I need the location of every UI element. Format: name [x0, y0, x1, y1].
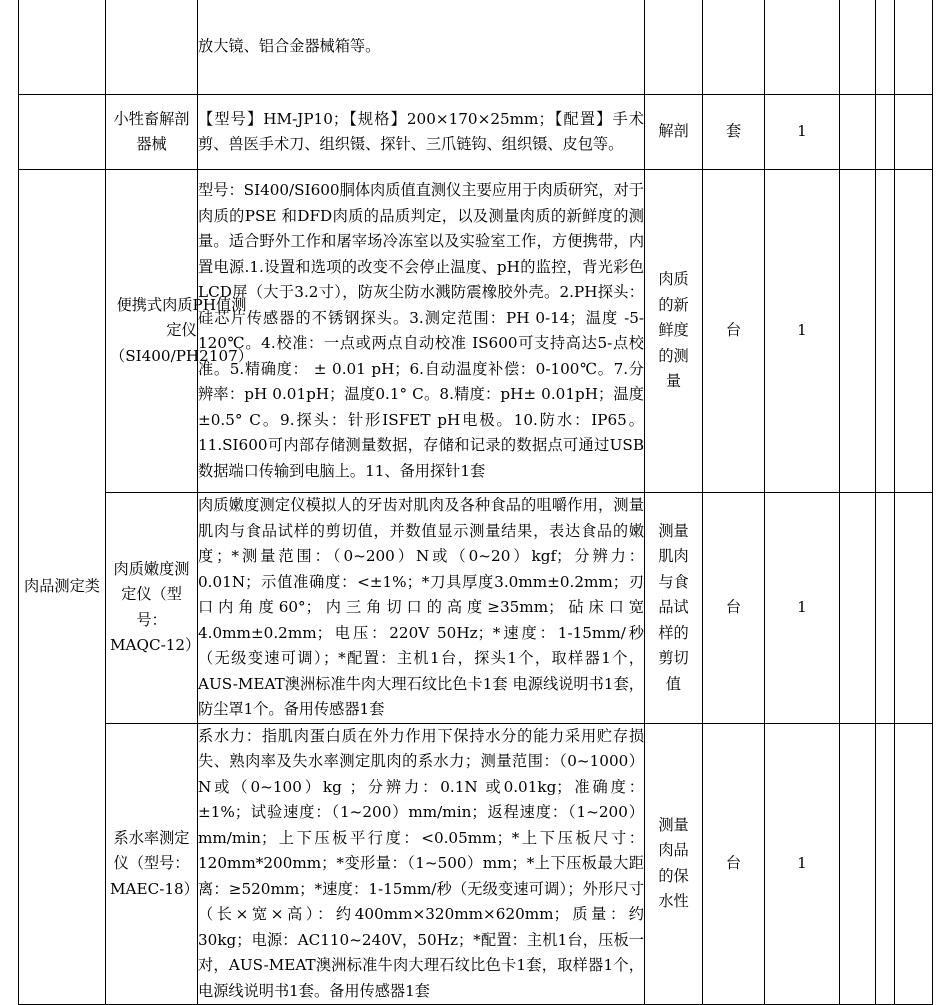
empty-cell — [840, 95, 876, 170]
empty-cell — [895, 0, 933, 95]
spec-cell: 系水力：指肌肉蛋白质在外力作用下保持水分的能力采用贮存损失、熟肉率及失水率测定肌肉的系水力；测量范围：（0~1000）N或（0~100）kg ；分辨力：0.1N 或0.01kg；准确度：±1%；试验速度：（1~200）mm/min；返程速度：（1~200）mm/min；上下压板平行度：<0.05mm；*上下压板尺寸：120mm*200mm；*变形量：（1~500）mm；*上下压板最大距离：≥520mm；*速度：1-15mm/秒（无级变速可调）；外形尺寸（长×宽×高）：约400mm×320mm×620mm；质量：约30kg；电源：AC110~240V，50Hz；*配置：主机1台，压板一对，AUS-MEAT澳洲标准牛肉大理石纹比色卡1套，取样器1个，电源线说明书1套。备用传感器1套 — [198, 723, 645, 1005]
empty-cell — [840, 170, 876, 493]
quantity-cell: 1 — [765, 493, 840, 724]
quantity-cell: 1 — [765, 95, 840, 170]
table-row — [19, 95, 933, 170]
unit-cell: 台 — [703, 493, 765, 724]
table-row — [19, 493, 933, 724]
empty-cell — [840, 493, 876, 724]
equipment-table — [18, 0, 933, 1005]
empty-cell — [840, 723, 876, 1005]
empty-cell — [895, 95, 933, 170]
empty-cell — [895, 170, 933, 493]
empty-cell — [876, 723, 895, 1005]
empty-cell — [876, 95, 895, 170]
unit-cell: 台 — [703, 170, 765, 493]
spec-cell: 【型号】HM-JP10；【规格】200×170×25mm；【配置】手术剪、兽医手术刀、组织镊、探针、三爪链钩、组织镊、皮包等。 — [198, 95, 645, 170]
item-name-cell: 便携式肉质PH值测定仪（SI400/PH2107） — [106, 170, 198, 493]
usage-cell: 肉质的新鲜度的测量 — [645, 170, 703, 493]
item-name-cell: 小牲畜解剖器械 — [106, 95, 198, 170]
empty-cell — [895, 493, 933, 724]
category-cell — [19, 95, 106, 170]
table-row — [19, 723, 933, 1005]
item-name-cell: 系水率测定仪（型号：MAEC-18） — [106, 723, 198, 1005]
quantity-cell: 1 — [765, 170, 840, 493]
unit-cell — [703, 0, 765, 95]
usage-cell — [645, 0, 703, 95]
empty-cell — [876, 493, 895, 724]
empty-cell — [895, 723, 933, 1005]
usage-cell: 解剖 — [645, 95, 703, 170]
category-cell: 肉品测定类 — [19, 170, 106, 1005]
unit-cell: 套 — [703, 95, 765, 170]
usage-cell: 测量肉品的保水性 — [645, 723, 703, 1005]
item-name-cell — [106, 0, 198, 95]
unit-cell: 台 — [703, 723, 765, 1005]
empty-cell — [876, 170, 895, 493]
empty-cell — [876, 0, 895, 95]
spec-cell: 肉质嫩度测定仪模拟人的牙齿对肌肉及各种食品的咀嚼作用，测量肌肉与食品试样的剪切值，并数值显示测量结果，表达食品的嫩度；*测量范围：（0~200）N或（0~20）kgf；分辨力：0.01N；示值准确度：<±1%；*刀具厚度3.0mm±0.2mm；刃口内角度60°；内三角切口的高度≥35mm；砧床口宽4.0mm±0.2mm；电压：220V 50Hz；*速度：1-15mm/秒（无级变速可调）；*配置：主机1台，探头1个，取样器1个，AUS-MEAT澳洲标准牛肉大理石纹比色卡1套 电源线说明书1套，防尘罩1个。备用传感器1套 — [198, 493, 645, 724]
spec-cell: 放大镜、铝合金器械箱等。 — [198, 0, 645, 95]
empty-cell — [840, 0, 876, 95]
table-row — [19, 0, 933, 95]
item-name-cell: 肉质嫩度测定仪（型号：MAQC-12） — [106, 493, 198, 724]
table-row — [19, 170, 933, 493]
spec-cell: 型号：SI400/SI600胴体肉质值直测仪主要应用于肉质研究，对于肉质的PSE 和DFD肉质的品质判定，以及测量肉质的新鲜度的测量。适合野外工作和屠宰场冷冻室以及实验室工作，方便携带，内置电源.1.设置和选项的改变不会停止温度、pH的监控，背光彩色LCD屏（大于3.2寸），防灰尘防水溅防震橡胶外壳。2.PH探头：硅芯片传感器的不锈钢探头。3.测定范围：PH 0-14；温度 -5-120℃。4.校准：一点或两点自动校准 IS600可支持高达5-点校准。5.精确度： ± 0.01 pH；6.自动温度补偿：0-100℃。7.分辨率：pH 0.01pH；温度0.1° C。8.精度：pH± 0.01pH；温度±0.5° C。9.探头：针形ISFET pH电极。10.防水：IP65。11.SI600可内部存储测量数据，存储和记录的数据点可通过USB数据端口传输到电脑上。11、备用探针1套 — [198, 170, 645, 493]
usage-cell: 测量肌肉与食品试样的剪切值 — [645, 493, 703, 724]
quantity-cell: 1 — [765, 723, 840, 1005]
quantity-cell — [765, 0, 840, 95]
category-cell — [19, 0, 106, 95]
